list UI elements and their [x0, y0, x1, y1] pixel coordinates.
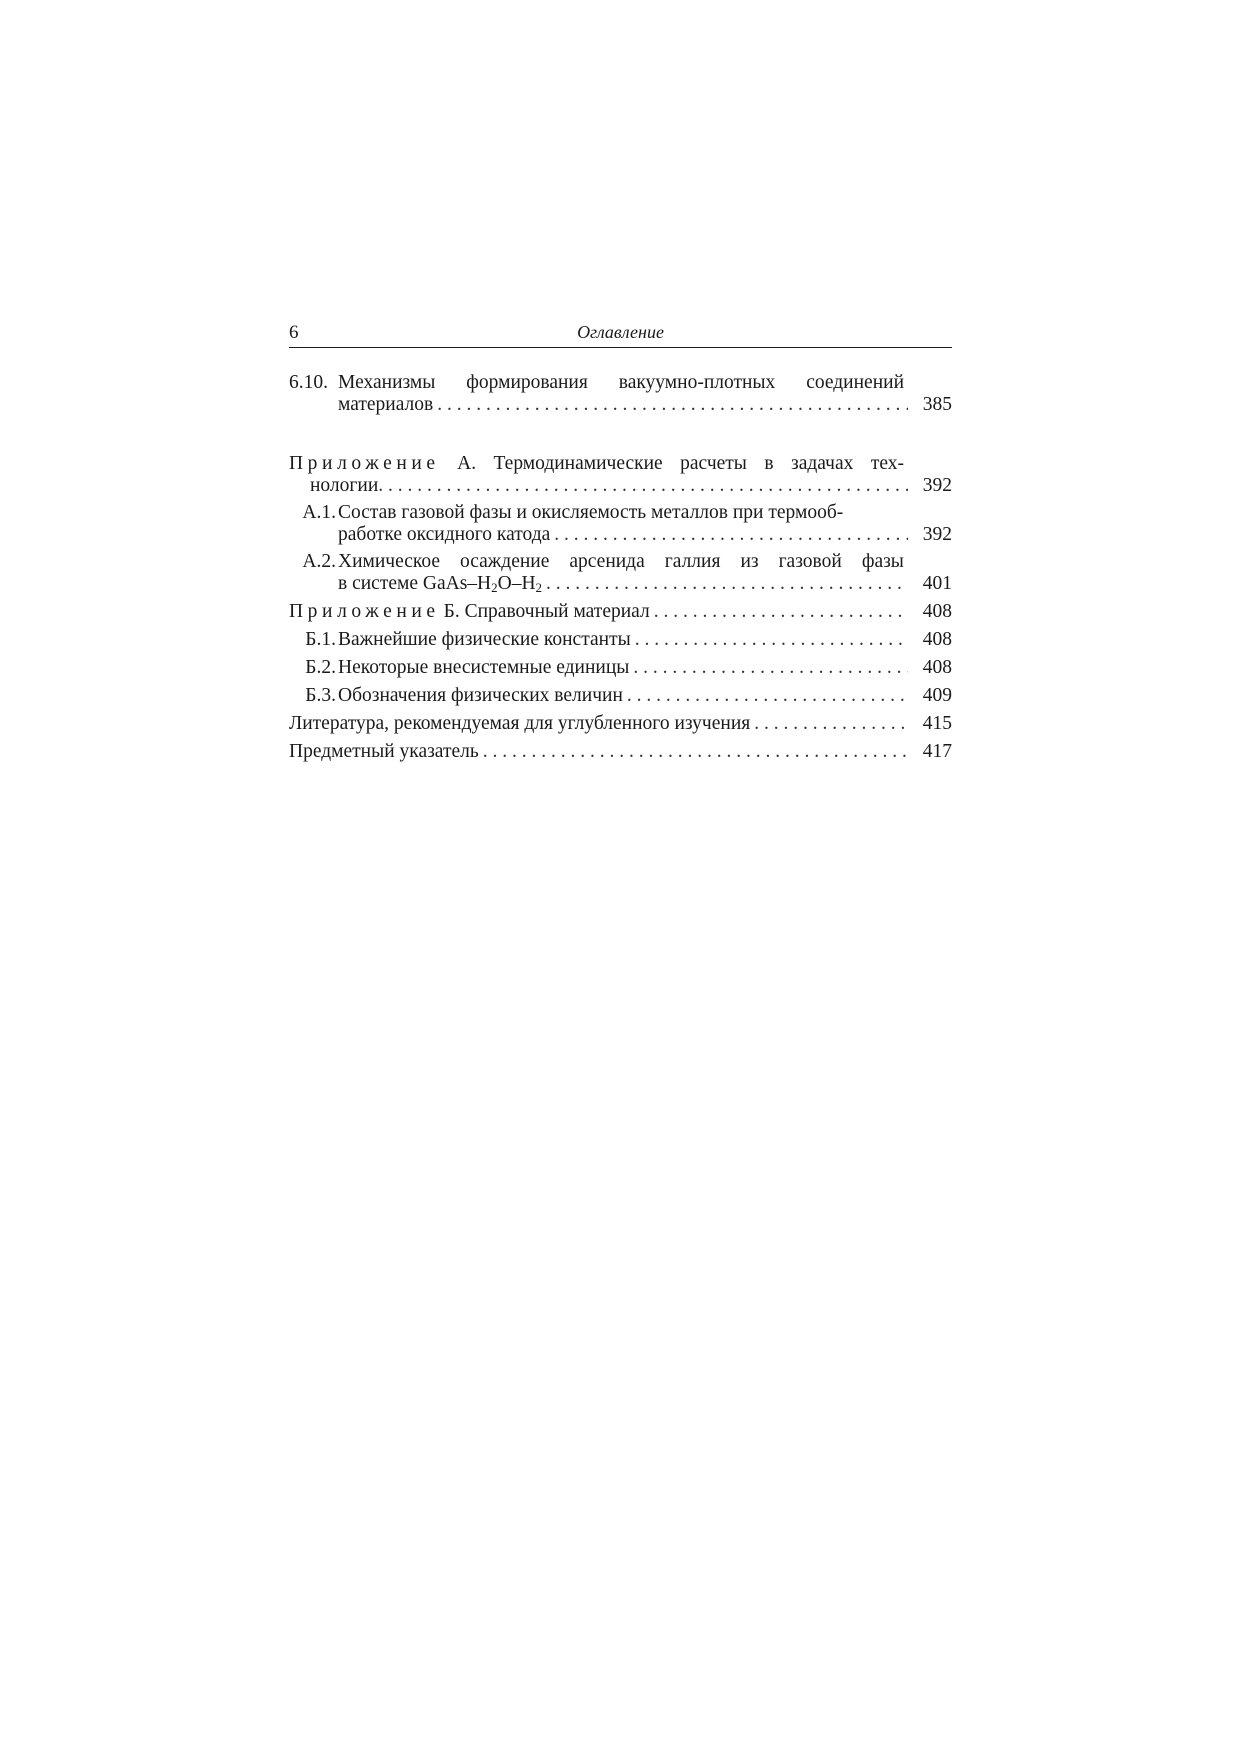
toc-entry-b-1[interactable] — [289, 629, 952, 651]
toc-page-number: 392 — [922, 524, 952, 545]
toc-page-number: 408 — [922, 657, 952, 678]
toc-entry-a-1[interactable] — [289, 502, 952, 546]
dot-leader — [546, 573, 908, 595]
page-header — [289, 321, 952, 348]
toc-entry-6-10[interactable] — [289, 372, 952, 416]
toc-entry-appendix-a[interactable] — [289, 453, 952, 497]
page-number: 6 — [289, 322, 299, 343]
toc-entry-title-line2: работке оксидного катода — [338, 524, 551, 545]
toc-page-number: 401 — [922, 573, 952, 594]
toc-page-number: 408 — [922, 629, 952, 650]
toc-entry-title-line2: в системе GaAs–$H_2O-H_2$ — [338, 573, 543, 595]
dot-leader — [754, 713, 908, 735]
toc-entry-title-line1: Механизмы формирования вакуумно-плотных соединений — [338, 372, 904, 393]
toc-page-number: 385 — [922, 394, 952, 415]
dot-leader — [627, 685, 908, 707]
toc-page-number: 392 — [922, 475, 952, 496]
toc-page-number: 408 — [922, 601, 952, 622]
toc-entry-number: А.2. — [302, 551, 336, 572]
toc-entry-a-2[interactable] — [289, 551, 952, 595]
table-of-contents — [289, 372, 952, 763]
toc-entry-title-line2: нологии — [310, 475, 379, 496]
toc-entry-number: А.1. — [302, 502, 336, 523]
toc-page-number: 409 — [922, 685, 952, 706]
toc-entry-title: Б. Справочный материал — [443, 601, 650, 622]
toc-entry-title: Некоторые внесистемные единицы — [338, 657, 630, 678]
dot-leader — [378, 475, 908, 497]
toc-entry-number: Б.3. — [305, 685, 336, 706]
dot-leader — [654, 601, 908, 623]
toc-entry-appendix-b[interactable] — [289, 601, 952, 623]
appendix-label: Приложение — [289, 453, 440, 474]
running-title: Оглавление — [577, 322, 664, 342]
dot-leader — [437, 394, 908, 416]
toc-entry-literature[interactable] — [289, 713, 952, 735]
toc-entry-title-line1: Приложение А. Термодинамические расчеты в задачах тех- — [289, 453, 904, 474]
toc-entry-number: Б.2. — [305, 657, 336, 678]
toc-page-number: 417 — [922, 741, 952, 762]
toc-entry-title: Предметный указатель — [289, 741, 479, 762]
toc-entry-b-2[interactable] — [289, 657, 952, 679]
dot-leader — [554, 524, 908, 546]
toc-entry-title-line2: материалов — [338, 394, 434, 415]
toc-entry-title-line1: Состав газовой фазы и окисляемость металлов при термооб- — [338, 502, 844, 523]
toc-entry-title: Важнейшие физические константы — [338, 629, 631, 650]
appendix-label: Приложение — [289, 601, 440, 622]
toc-entry-title-line1: Химическое осаждение арсенида галлия из газовой фазы — [338, 551, 904, 572]
toc-entry-b-3[interactable] — [289, 685, 952, 707]
toc-entry-number: 6.10. — [289, 372, 328, 393]
dot-leader — [483, 741, 908, 763]
toc-page-number: 415 — [922, 713, 952, 734]
dot-leader — [635, 629, 908, 651]
dot-leader — [633, 657, 908, 679]
toc-entry-title: Литература, рекомендуемая для углубленного изучения — [289, 713, 751, 734]
toc-entry-number: Б.1. — [305, 629, 336, 650]
toc-entry-title: Обозначения физических величин — [338, 685, 623, 706]
toc-entry-subject-index[interactable] — [289, 741, 952, 763]
